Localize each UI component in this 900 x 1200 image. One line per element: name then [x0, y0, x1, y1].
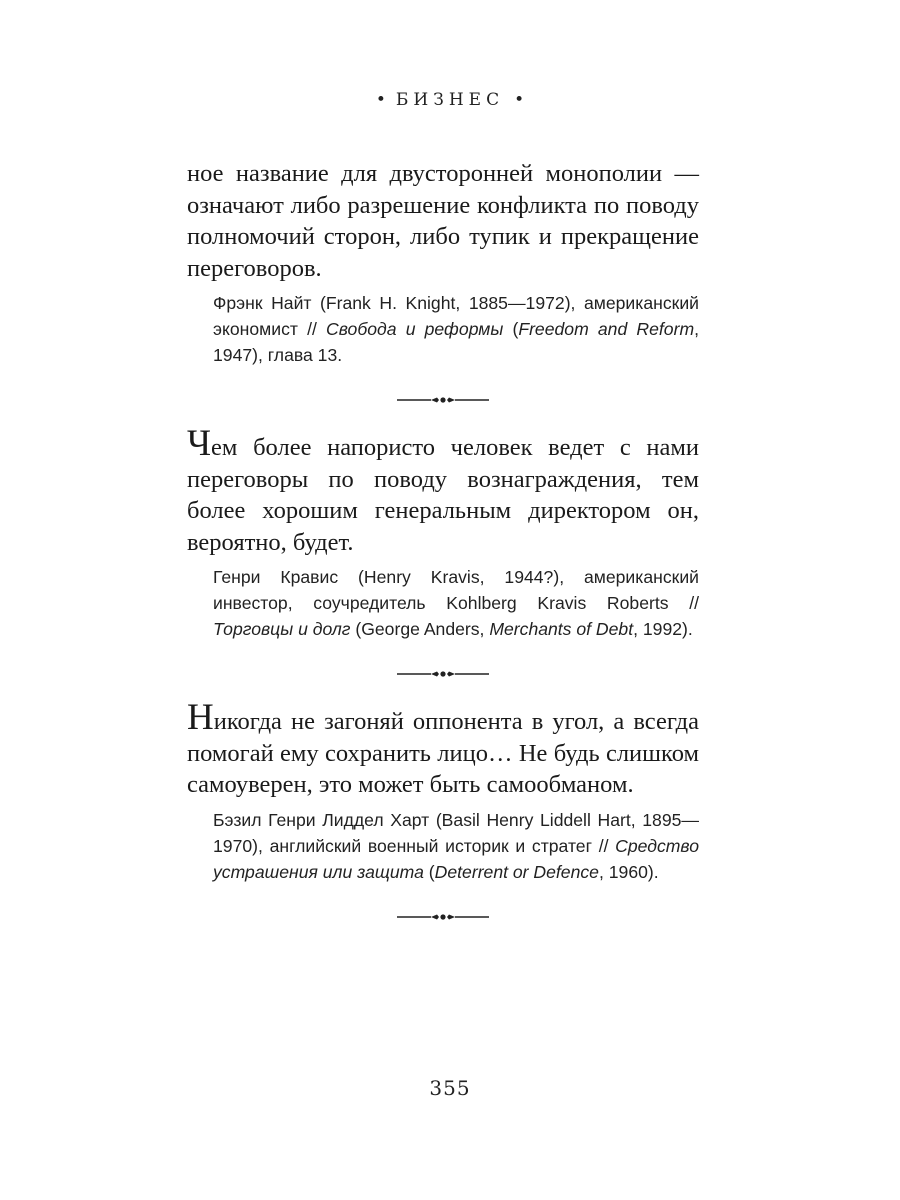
source-part: , 1992). [633, 619, 693, 639]
running-header [0, 90, 900, 110]
fleuron-divider-icon [397, 394, 489, 406]
fleuron-divider-icon [397, 668, 489, 680]
ornament-divider [187, 668, 699, 680]
ornament-divider [187, 911, 699, 923]
quote-text-continued: ное название для двусторонней монополии — означают либо разрешение конфликта по поводу полномочий сторон, либо тупик и прекращение переговоров. [187, 160, 699, 282]
source-part: ( [423, 861, 435, 882]
quote-text [187, 423, 699, 558]
quote-entry [187, 158, 699, 368]
source-part-italic: Средство устрашения или защита [213, 835, 699, 882]
quote-source [213, 290, 699, 368]
source-part: (George Anders, [350, 619, 490, 639]
source-part-italic: Freedom and Reform [518, 319, 695, 339]
quote-text [187, 158, 699, 284]
source-part: Бэзил Генри Лиддел Харт (Basil Henry Liddell Hart, 1895—1970), английский военный историк и стратег // [213, 809, 699, 856]
header-dot-right: • [514, 90, 525, 110]
section-title: БИЗНЕС [395, 90, 505, 110]
page-body [187, 158, 699, 923]
quote-initial: Н [187, 697, 214, 738]
source-part: , 1960). [598, 861, 659, 882]
quote-entry [187, 423, 699, 642]
quote-initial: Ч [187, 423, 212, 464]
page-number: 355 [429, 1076, 471, 1100]
source-part: Фрэнк Найт (Frank H. Knight, 1885—1972), американский экономист // [213, 293, 699, 339]
source-part-italic: Deterrent or Defence [434, 861, 599, 882]
quote-source [213, 564, 699, 642]
ornament-divider [187, 394, 699, 406]
quote-entry [187, 697, 699, 885]
source-part: ( [503, 319, 519, 339]
source-part: Генри Кравис (Henry Kravis, 1944?), американский инвестор, соучредитель Kohlberg Kravis Roberts // [213, 567, 699, 613]
header-dot-left: • [375, 90, 386, 110]
quote-source [213, 807, 699, 885]
quote-text-continued: икогда не загоняй оппонента в угол, а всегда помогай ему сохранить лицо… Не будь слишком самоуверен, это может быть самообманом. [187, 708, 699, 798]
quote-text [187, 697, 699, 801]
source-part-italic: Торговцы и долг [213, 619, 351, 639]
quote-text-continued: ем более напористо человек ведет с нами переговоры по поводу вознаграждения, тем более хорошим генеральным директором он, вероятно, будет. [187, 434, 699, 556]
source-part-italic: Merchants of Debt [489, 619, 634, 639]
fleuron-divider-icon [397, 911, 489, 923]
source-part-italic: Свобода и реформы [326, 319, 504, 339]
source-part: , 1947), глава 13. [213, 319, 699, 365]
